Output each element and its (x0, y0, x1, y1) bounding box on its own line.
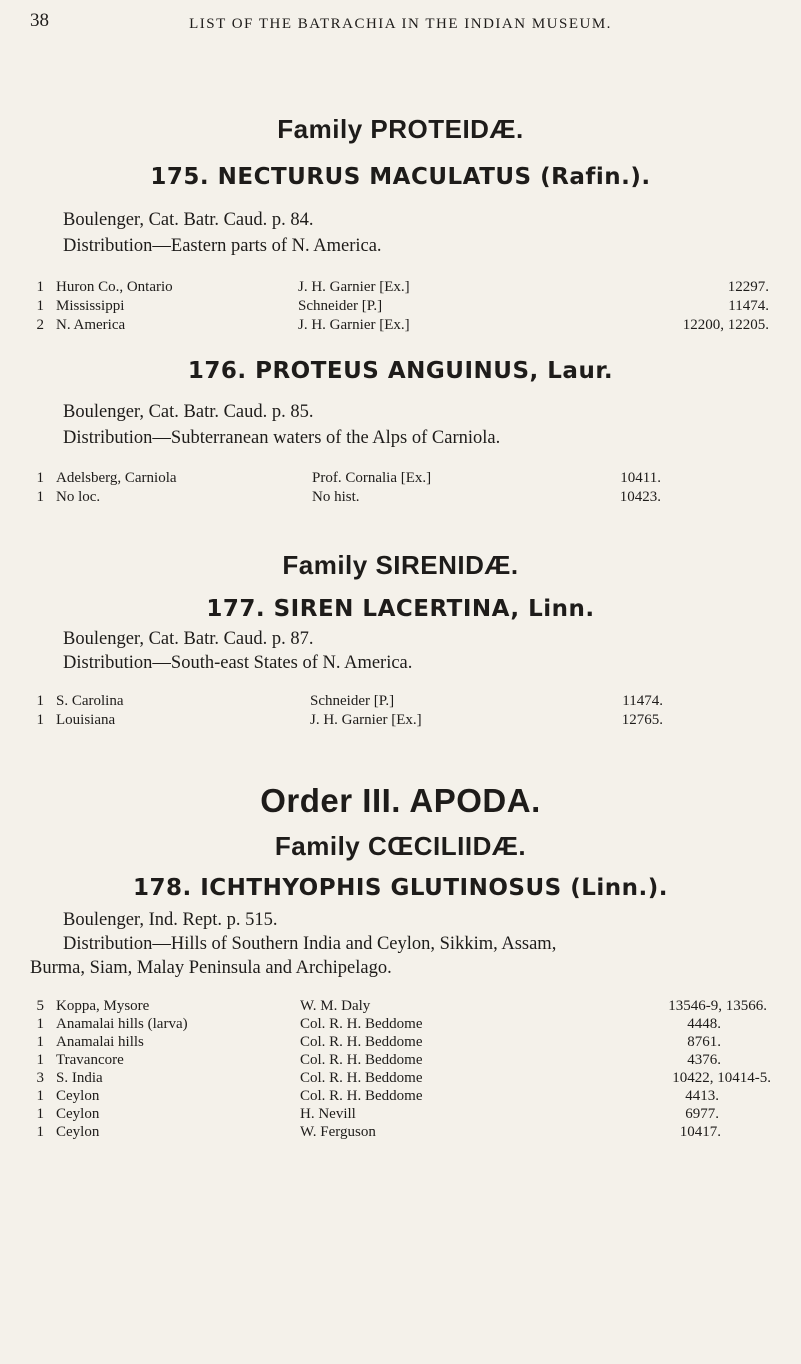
species-heading-178: 178. ICHTHYOPHIS GLUTINOSUS (Linn.). (132, 875, 669, 901)
specimen-reg-number: 11474. (728, 298, 769, 314)
distribution-177: Distribution—South-east States of N. America. (63, 653, 413, 673)
specimen-collector: Col. R. H. Beddome (300, 1088, 423, 1104)
specimen-locality: N. America (56, 317, 126, 333)
specimen-collector: W. Ferguson (300, 1124, 376, 1140)
specimen-reg-number: 12200, 12205. (682, 317, 769, 333)
species-heading-176: 176. PROTEUS ANGUINUS, Laur. (187, 358, 614, 384)
specimen-count: 1 (36, 1034, 44, 1050)
specimen-count: 5 (36, 998, 44, 1014)
reference-175: Boulenger, Cat. Batr. Caud. p. 84. (63, 210, 314, 230)
specimen-locality: S. Carolina (56, 693, 124, 709)
specimen-locality: Louisiana (56, 712, 116, 728)
page-number: 38 (30, 10, 49, 31)
specimen-locality: No loc. (56, 489, 101, 505)
specimen-locality: Ceylon (56, 1124, 100, 1140)
specimen-count: 1 (36, 1088, 44, 1104)
specimen-row (0, 712, 801, 734)
species-heading-175: 175. NECTURUS MACULATUS (Rafin.). (150, 164, 651, 190)
specimen-locality: Adelsberg, Carniola (56, 470, 177, 486)
specimen-count: 3 (36, 1070, 44, 1086)
specimen-count: 1 (36, 693, 44, 709)
reference-177: Boulenger, Cat. Batr. Caud. p. 87. (63, 629, 314, 649)
reference-178: Boulenger, Ind. Rept. p. 515. (63, 910, 278, 930)
specimen-collector: J. H. Garnier [Ex.] (298, 279, 410, 295)
specimen-locality: Huron Co., Ontario (56, 279, 173, 295)
specimen-reg-number: 11474. (622, 693, 663, 709)
specimen-locality: Mississippi (56, 298, 125, 314)
specimen-count: 1 (36, 1124, 44, 1140)
specimen-collector: Col. R. H. Beddome (300, 1070, 423, 1086)
family-heading-sirenidae: Family SIRENIDÆ. (282, 550, 519, 580)
specimen-count: 1 (36, 489, 44, 505)
specimen-reg-number: 4376. (687, 1052, 721, 1068)
specimen-reg-number: 10417. (679, 1124, 721, 1140)
running-head: LIST OF THE BATRACHIA IN THE INDIAN MUSEUM. (189, 16, 612, 32)
specimen-collector: W. M. Daly (300, 998, 371, 1014)
specimen-locality: Ceylon (56, 1088, 100, 1104)
specimen-reg-number: 6977. (685, 1106, 719, 1122)
specimen-count: 1 (36, 1016, 44, 1032)
specimen-collector: Col. R. H. Beddome (300, 1016, 423, 1032)
specimen-row (0, 489, 801, 511)
distribution-178-line2: Burma, Siam, Malay Peninsula and Archipelago. (30, 958, 392, 978)
specimen-row (0, 317, 801, 339)
family-heading-proteidae: Family PROTEIDÆ. (277, 114, 524, 144)
specimen-reg-number: 10423. (619, 489, 661, 505)
specimen-locality: Anamalai hills (56, 1034, 144, 1050)
specimen-reg-number: 13546-9, 13566. (668, 998, 767, 1014)
specimen-collector: Schneider [P.] (310, 693, 395, 709)
specimen-locality: Travancore (56, 1052, 124, 1068)
specimen-count: 1 (36, 712, 44, 728)
specimen-reg-number: 8761. (687, 1034, 721, 1050)
specimen-locality: S. India (56, 1070, 103, 1086)
family-heading-coeciliidae: Family CŒCILIIDÆ. (274, 831, 527, 861)
distribution-175: Distribution—Eastern parts of N. America. (63, 236, 382, 256)
specimen-collector: Col. R. H. Beddome (300, 1052, 423, 1068)
specimen-collector: Prof. Cornalia [Ex.] (312, 470, 432, 486)
species-heading-177: 177. SIREN LACERTINA, Linn. (206, 596, 595, 622)
specimen-reg-number: 10422, 10414-5. (672, 1070, 771, 1086)
specimen-collector: J. H. Garnier [Ex.] (310, 712, 422, 728)
specimen-count: 1 (36, 298, 44, 314)
distribution-178-line1: Distribution—Hills of Southern India and Ceylon, Sikkim, Assam, (63, 934, 557, 954)
specimen-locality: Anamalai hills (larva) (56, 1016, 188, 1032)
specimen-locality: Ceylon (56, 1106, 100, 1122)
specimen-collector: No hist. (312, 489, 360, 505)
specimen-reg-number: 4413. (685, 1088, 719, 1104)
reference-176: Boulenger, Cat. Batr. Caud. p. 85. (63, 402, 314, 422)
specimen-locality: Koppa, Mysore (56, 998, 150, 1014)
specimen-reg-number: 12297. (727, 279, 769, 295)
distribution-176: Distribution—Subterranean waters of the Alps of Carniola. (63, 428, 501, 448)
specimen-collector: H. Nevill (300, 1106, 356, 1122)
specimen-collector: Schneider [P.] (298, 298, 383, 314)
specimen-row (0, 1124, 801, 1146)
order-heading-apoda: Order III. APODA. (260, 782, 541, 819)
specimen-count: 1 (36, 470, 44, 486)
specimen-collector: Col. R. H. Beddome (300, 1034, 423, 1050)
specimen-count: 1 (36, 1052, 44, 1068)
specimen-reg-number: 4448. (687, 1016, 721, 1032)
specimen-reg-number: 12765. (621, 712, 663, 728)
specimen-collector: J. H. Garnier [Ex.] (298, 317, 410, 333)
specimen-count: 1 (36, 1106, 44, 1122)
specimen-count: 2 (36, 317, 44, 333)
specimen-count: 1 (36, 279, 44, 295)
specimen-reg-number: 10411. (620, 470, 661, 486)
